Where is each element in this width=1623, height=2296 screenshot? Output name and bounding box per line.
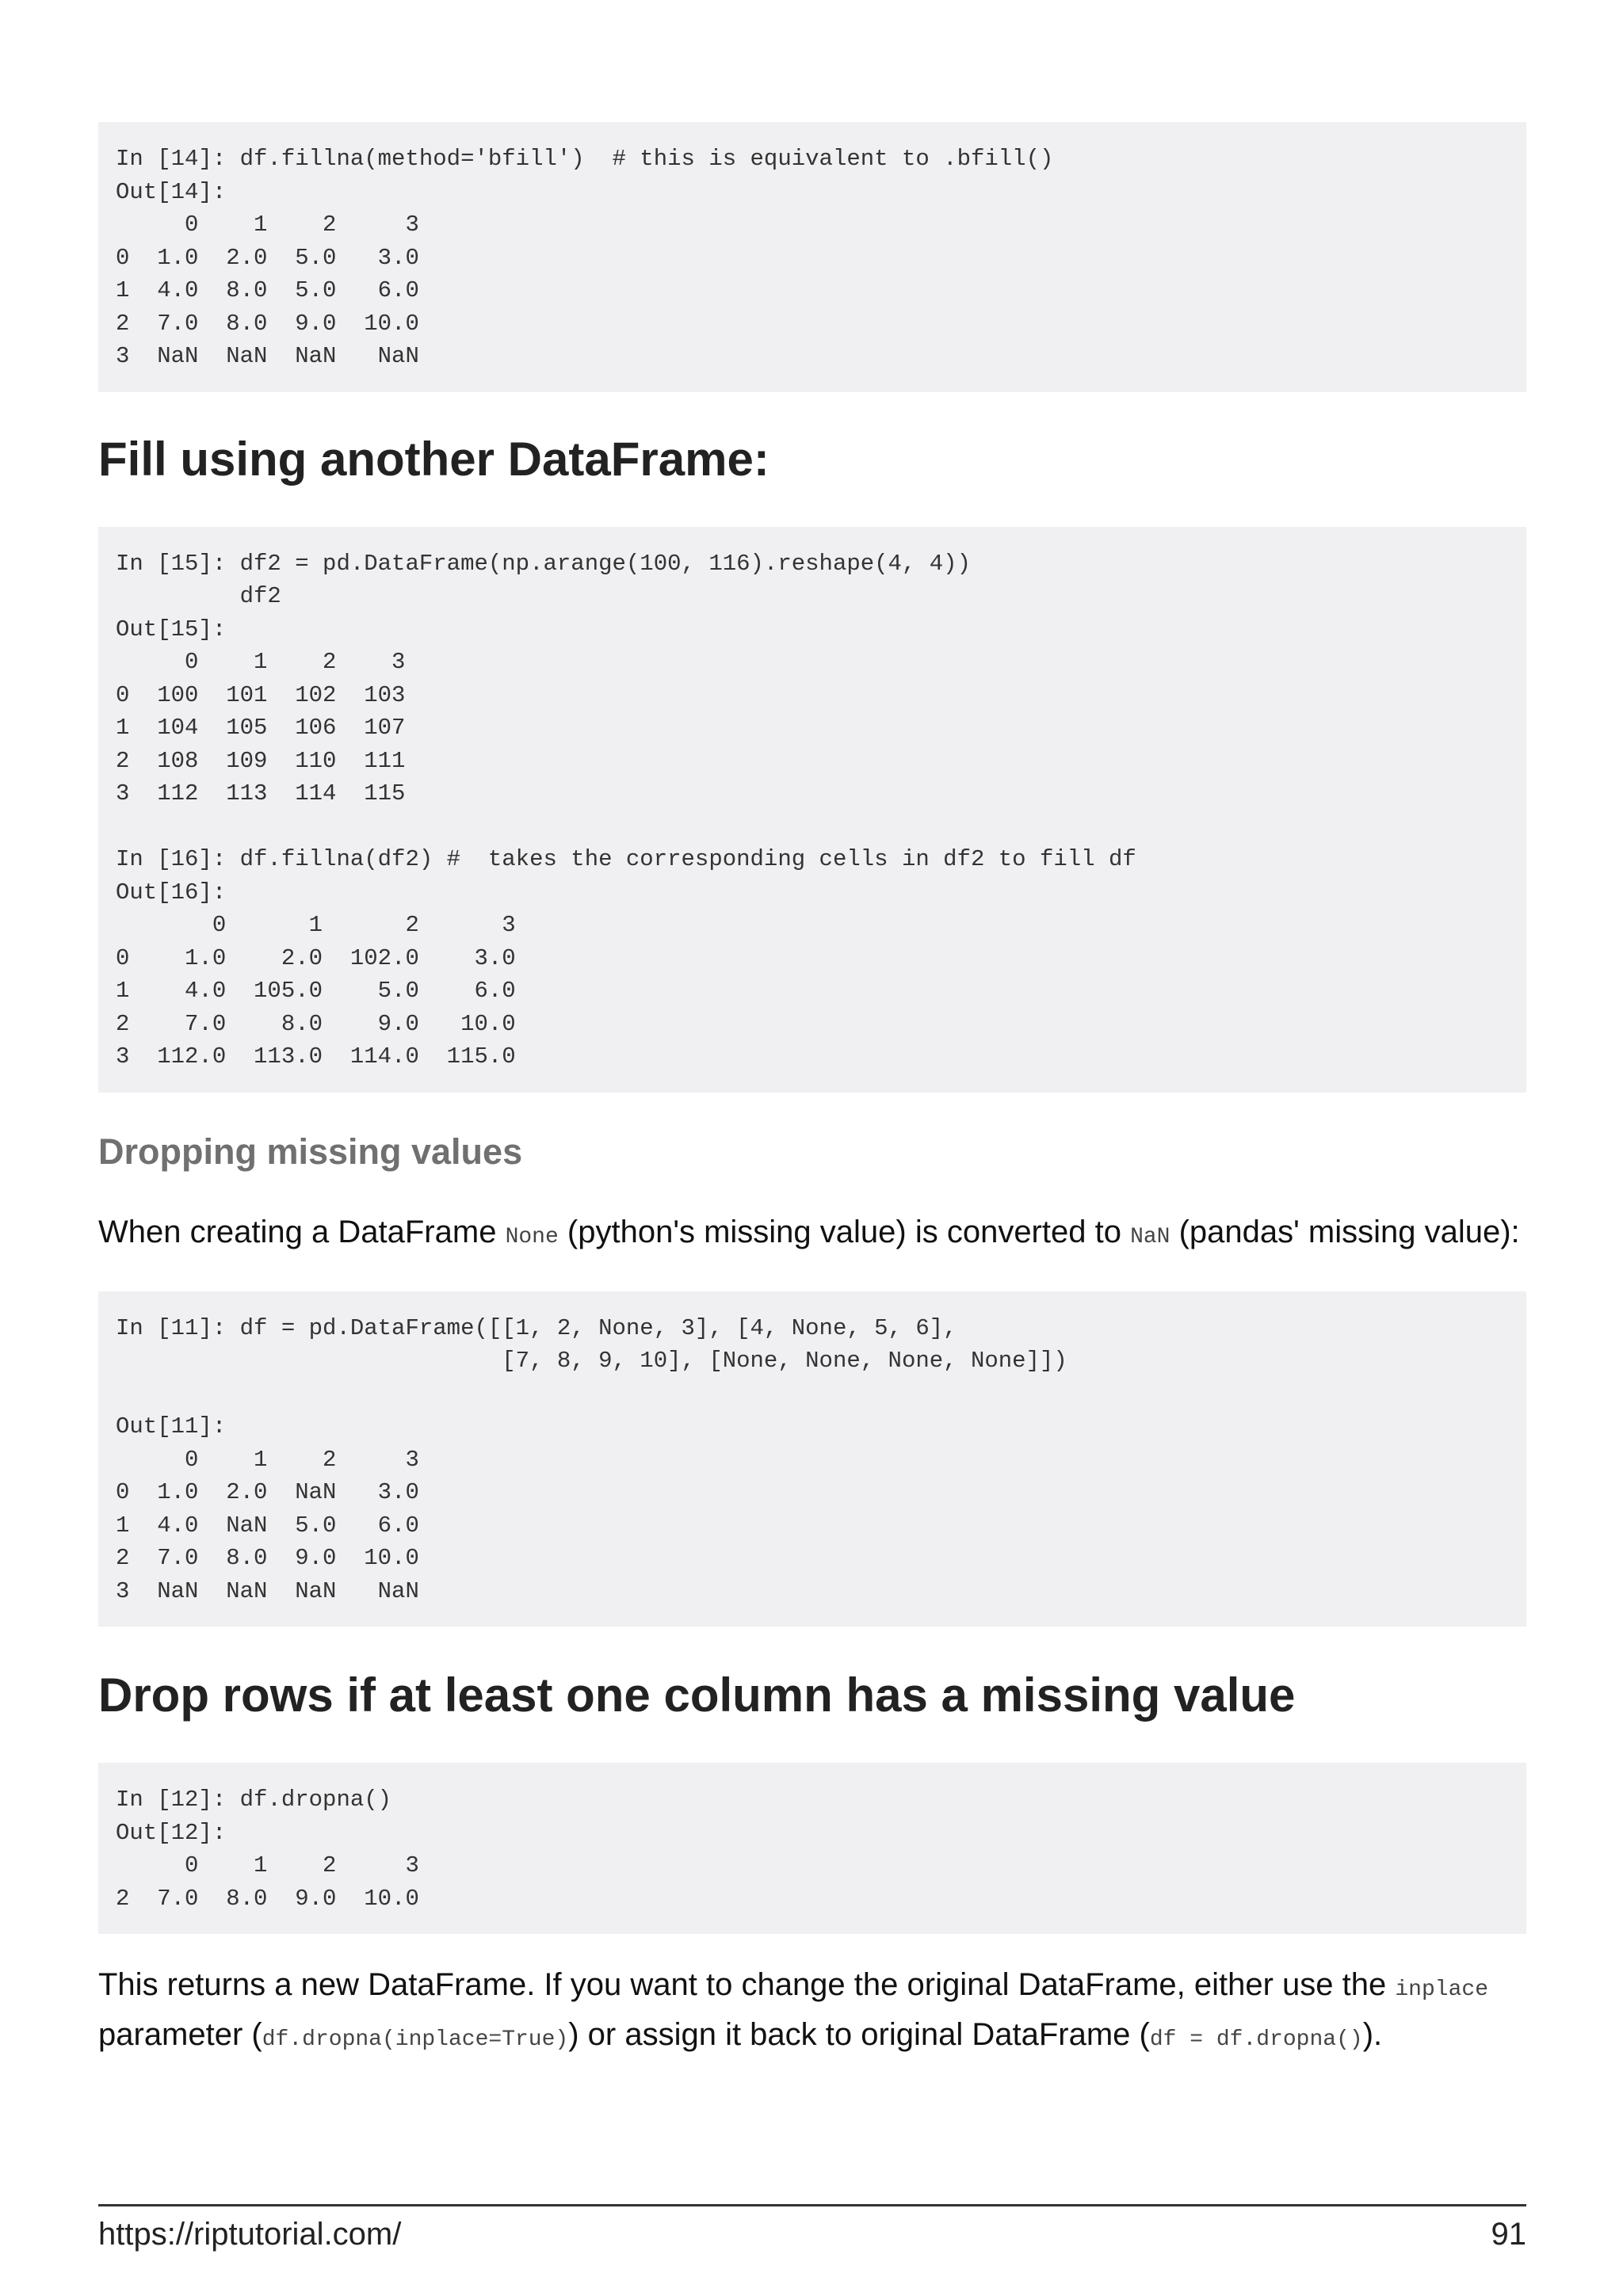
heading-fill-using-another-dataframe: Fill using another DataFrame: bbox=[98, 432, 769, 486]
inline-code-dropna-inplace: df.dropna(inplace=True) bbox=[262, 2027, 569, 2052]
code-block-df2 bbox=[98, 527, 1526, 1093]
code-block-create-df bbox=[98, 1291, 1526, 1627]
inline-code-nan: NaN bbox=[1130, 1224, 1170, 1249]
page-number: 91 bbox=[1491, 2217, 1526, 2252]
code-block-fillna-bfill bbox=[98, 122, 1526, 392]
text: This returns a new DataFrame. If you want to change the original DataFrame, either use the bbox=[98, 1967, 1396, 2002]
heading-dropping-missing-values: Dropping missing values bbox=[98, 1131, 523, 1172]
text: ). bbox=[1362, 2017, 1383, 2052]
text: parameter ( bbox=[98, 2017, 262, 2052]
code-text: In [11]: df = pd.DataFrame([[1, 2, None, 3], [4, None, 5, 6], [7, 8, 9, 10], [None, None, None, None]]) Out[11]: 0 1 2 3 0 1.0 2.0 NaN 3.0 1 4.0 NaN 5.0 6.0 2 7.0 8.0 9.0 10.0 3 NaN NaN NaN NaN bbox=[116, 1314, 1067, 1604]
inline-code-df-dropna: df = df.dropna() bbox=[1149, 2027, 1363, 2052]
inline-code-none: None bbox=[505, 1224, 559, 1249]
text: (pandas' missing value): bbox=[1170, 1214, 1520, 1249]
heading-drop-rows: Drop rows if at least one column has a missing value bbox=[98, 1669, 1296, 1722]
code-text: In [12]: df.dropna() Out[12]: 0 1 2 3 2 7.0 8.0 9.0 10.0 bbox=[116, 1787, 419, 1912]
code-text: In [14]: df.fillna(method='bfill') # this is equivalent to .bfill() Out[14]: 0 1 2 3 0 1.0 2.0 5.0 3.0 1 4.0 8.0 5.0 6.0 2 7.0 8.0 9.0 10.0 3 NaN NaN NaN NaN bbox=[116, 146, 1054, 369]
text: (python's missing value) is converted to bbox=[558, 1214, 1131, 1249]
code-block-dropna bbox=[98, 1763, 1526, 1934]
code-text: In [15]: df2 = pd.DataFrame(np.arange(100, 116).reshape(4, 4)) df2 Out[15]: 0 1 2 3 0 100 101 102 103 1 104 105 106 107 2 108 109 110 111 3 112 113 114 115 In [16]: df.fillna(df2) # takes the corresponding cells in df2 to fill df Out[16]: 0 1 2 3 0 1.0 2.0 102.0 3.0 1 4.0 105.0 5.0 6.0 2 7.0 8.0 9.0 10.0 3 112.0 113.0 114.0 115.0 bbox=[116, 550, 1136, 1070]
page-footer bbox=[98, 2204, 1526, 2254]
paragraph-creating-dataframe bbox=[98, 1210, 1526, 1260]
text: When creating a DataFrame bbox=[98, 1214, 506, 1249]
text: ) or assign it back to original DataFrame ( bbox=[568, 2017, 1150, 2052]
inline-code-inplace: inplace bbox=[1395, 1978, 1488, 2002]
footer-url: https://riptutorial.com/ bbox=[98, 2217, 402, 2252]
page-content bbox=[98, 122, 1526, 2062]
paragraph-returns-new-dataframe bbox=[98, 1962, 1526, 2062]
